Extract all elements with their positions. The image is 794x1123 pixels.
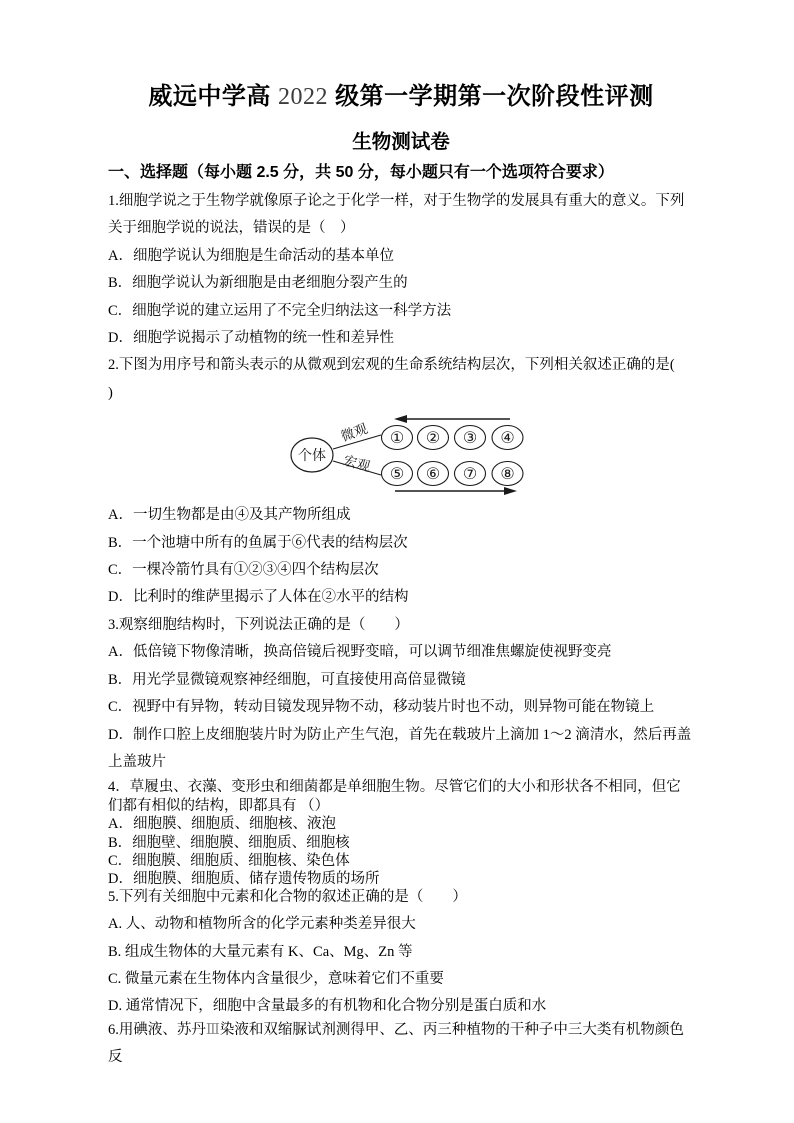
question-5-option-b: B. 组成生物体的大量元素有 K、Ca、Mg、Zn 等 [108, 943, 413, 960]
diagram-canvas [108, 413, 693, 499]
question-2 [108, 352, 704, 611]
question-2-option-c: C．一棵冷箭竹具有①②③④四个结构层次 [108, 562, 379, 579]
question-3-option-b: B．用光学显微镜观察神经细胞，可直接使用高倍显微镜 [108, 671, 466, 688]
question-3-option-d: D．制作口腔上皮细胞装片时为防止产生气泡，首先在载玻片上滴加 1～2 滴清水，然后再盖上盖玻片 [108, 726, 692, 770]
question-4 [108, 778, 694, 888]
question-5-option-a: A. 人、动物和植物所含的化学元素种类差异很大 [108, 916, 416, 933]
question-4-stem: 4．草履虫、衣藻、变形虫和细菌都是单细胞生物。尽管它们的大小和形状各不相同，但它们都有相似的结构，即都具有 （） [108, 779, 681, 814]
question-1-option-a: A．细胞学说认为细胞是生命活动的基本单位 [108, 247, 394, 264]
question-1-stem: 1.细胞学说之于生物学就像原子论之于化学一样，对于生物学的发展具有重大的意义。下列关于细胞学说的说法，错误的是（ ） [108, 193, 685, 237]
title-text-left: 威远中学高 [148, 83, 278, 110]
node-2-label: ② [425, 430, 441, 448]
document-subtitle: 生物测试卷 [352, 131, 450, 153]
individual-node-label: 个体 [298, 449, 326, 465]
node-6-label: ⑥ [425, 466, 441, 484]
macro-direction-arrow [395, 487, 517, 495]
node-4-label: ④ [500, 430, 515, 448]
question-1-option-d: D．细胞学说揭示了动植物的统一性和差异性 [108, 330, 394, 347]
question-6-stem [108, 1017, 694, 1072]
node-1-label: ① [389, 430, 405, 448]
question-1-option-b: B．细胞学说认为新细胞是由老细胞分裂产生的 [108, 275, 408, 292]
title-text-right: 级第一学期第一次阶段性评测 [328, 83, 654, 110]
question-2-option-b: B．一个池塘中所有的鱼属于⑥代表的结构层次 [108, 534, 408, 551]
question-4-option-c: C．细胞膜、细胞质、细胞核、染色体 [108, 852, 350, 869]
question-2-option-d: D．比利时的维萨里揭示了人体在②水平的结构 [108, 589, 409, 606]
question-1 [108, 188, 694, 352]
question-3-option-a: A．低倍镜下物像清晰，换高倍镜后视野变暗，可以调节细准焦螺旋使视野变亮 [108, 644, 612, 661]
question-2-option-a: A．一切生物都是由④及其产物所组成 [108, 507, 351, 524]
question-3-option-c: C．视野中有异物，转动目镜发现异物不动，移动装片时也不动，则异物可能在物镜上 [108, 699, 655, 716]
question-6 [108, 1017, 694, 1072]
macro-label: 宏观 [341, 452, 372, 475]
question-4-option-b: B．细胞壁、细胞膜、细胞质、细胞核 [108, 834, 350, 851]
node-8-label: ⑧ [500, 466, 515, 484]
question-3 [108, 612, 694, 776]
question-5-option-d: D. 通常情况下，细胞中含量最多的有机物和化合物分别是蛋白质和水 [108, 998, 547, 1015]
question-5-stem: 5.下列有关细胞中元素和化合物的叙述正确的是（ ） [108, 888, 467, 905]
micro-direction-arrow [394, 415, 510, 423]
section-heading: 一、选择题（每小题 2.5 分，共 50 分，每小题只有一个选项符合要求） [108, 164, 614, 181]
question-6-stem-left: 6.用碘液、苏丹 [108, 1021, 206, 1038]
sudan-iii-numeral: Ⅲ [205, 1021, 220, 1038]
node-5-label: ⑤ [389, 466, 405, 484]
micro-label: 微观 [338, 421, 370, 445]
life-system-levels-diagram [108, 413, 694, 499]
node-3-label: ③ [462, 430, 478, 448]
question-3-stem: 3.观察细胞结构时，下列说法正确的是（ ） [108, 616, 409, 633]
title-year: 2022 [278, 84, 328, 110]
node-7-label: ⑦ [462, 466, 478, 484]
question-5-option-c: C. 微量元素在生物体内含量很少，意味着它们不重要 [108, 970, 444, 987]
question-5 [108, 884, 694, 1021]
question-2-stem: 2.下图为用序号和箭头表示的从微观到宏观的生命系统结构层次，下列相关叙述正确的是( ) [108, 357, 704, 401]
question-4-option-a: A．细胞膜、细胞质、细胞核、液泡 [108, 816, 336, 833]
question-4-option-d: D．细胞膜、细胞质、储存遗传物质的场所 [108, 871, 380, 888]
question-6-stem-right: 染液和双缩脲试剂测得甲、乙、丙三种植物的干种子中三大类有机物颜色反 [108, 1021, 684, 1066]
question-1-option-c: C．细胞学说的建立运用了不完全归纳法这一科学方法 [108, 302, 452, 319]
document-title [108, 82, 694, 112]
